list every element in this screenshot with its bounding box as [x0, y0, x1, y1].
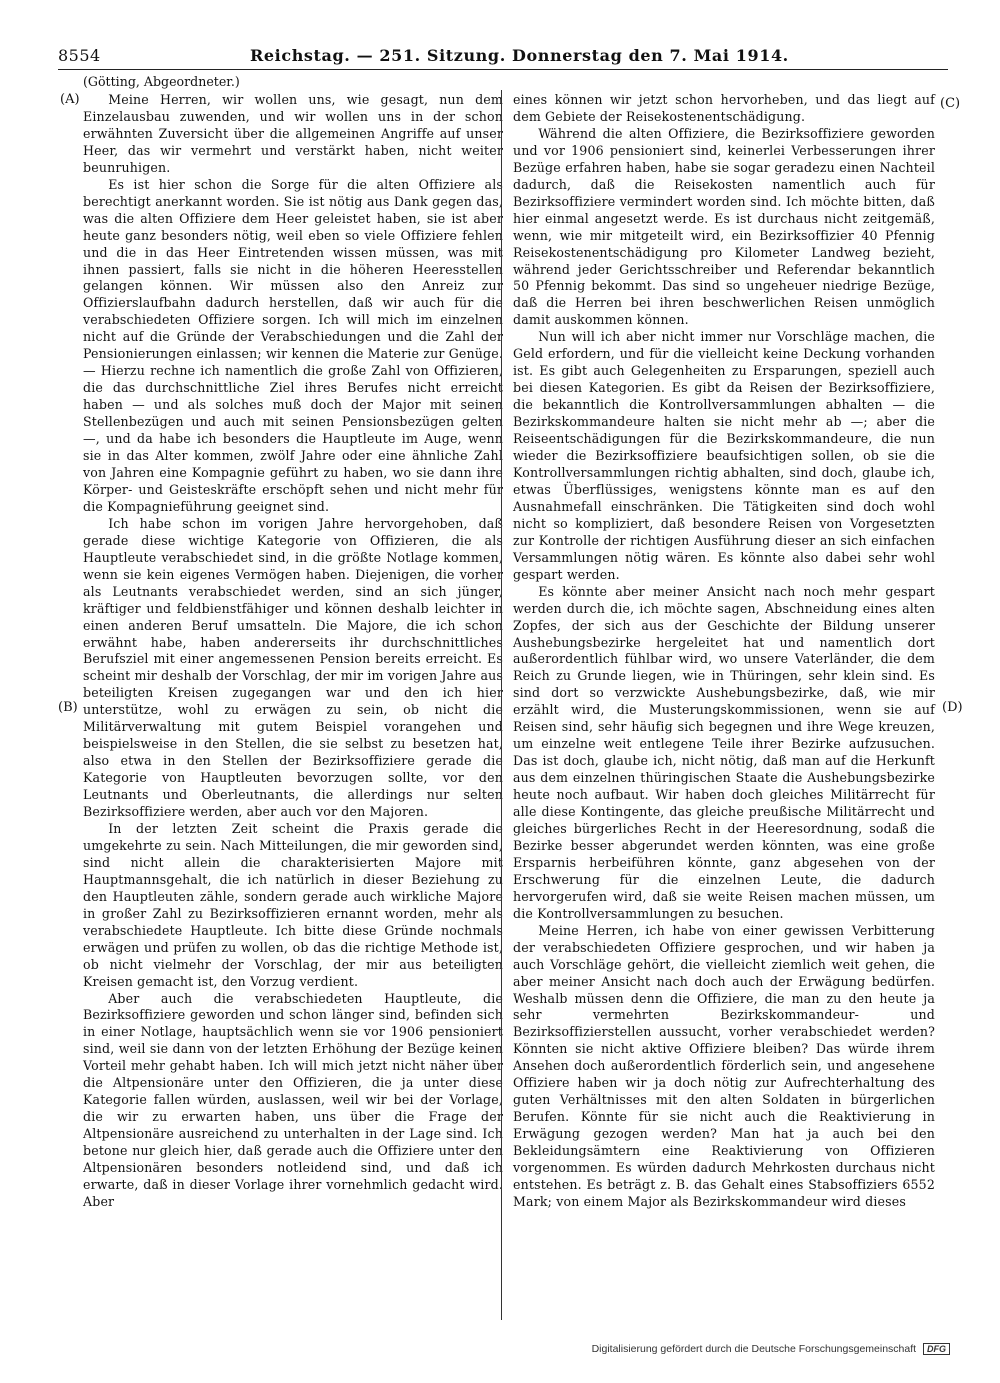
dfg-logo: DFG — [923, 1343, 950, 1355]
header-rule — [58, 69, 948, 70]
right-column — [513, 92, 935, 1211]
column-divider — [501, 90, 502, 1320]
right-paragraph: Meine Herren, ich habe von einer gewissen Verbitterung der verabschiedeten Offiziere gesprochen, und wir haben ja auch Vorschläge gehört, die vielleicht ziemlich weit gehen, die aber meiner Ansicht nach doch auch der Erwägung bedürfen. Weshalb müssen denn die Offiziere, die man zu den heute ja sehr vermehrten Bezirkskommandeur- und Bezirksoffizierstellen aussucht, vorher verabschiedet werden? Könnten sie nicht aktive Offiziere bleiben? Das würde ihrem Ansehen doch außerordentlich förderlich sein, und angesehene Offiziere haben wir ja doch nötig zur Aufrechterhaltung des guten Verhältnisses mit den alten Soldaten in bürgerlichen Berufen. Könnte für sie nicht auch die Reaktivierung in Erwägung gezogen werden? Man hat ja auch bei den Bekleidungsämtern eine Reaktivierung von Offizieren vorgenommen. Es würden dadurch Mehrkosten durchaus nicht entstehen. Es beträgt z. B. das Gehalt eines Stabsoffiziers 6552 Mark; von einem Major als Bezirkskommandeur wird dieses — [513, 922, 935, 1209]
left-paragraph: In der letzten Zeit scheint die Praxis gerade die umgekehrte zu sein. Nach Mitteilungen, die mir geworden sind, sind nicht allein die charakterisierten Majore mit Hauptmannsgehalt, die ich natürlich in dieser Beziehung zu den Hauptleuten zähle, sondern gerade auch wirkliche Majore in großer Zahl zu Bezirksoffizieren ernannt worden, mehr als verabschiedete Hauptleute. Ich bitte diese Gründe nochmals erwägen und prüfen zu wollen, ob das die richtige Methode ist, ob nicht vielmehr der Vorschlag, der mir aus beteiligten Kreisen gemacht ist, den Vorzug verdient. — [83, 820, 503, 989]
margin-marker-d: (D) — [942, 700, 963, 715]
margin-marker-a: (A) — [60, 92, 80, 107]
right-paragraph: eines können wir jetzt schon hervorheben, und das liegt auf dem Gebiete der Reisekostenentschädigung. — [513, 92, 935, 124]
right-paragraph: Nun will ich aber nicht immer nur Vorschläge machen, die Geld erfordern, und für die vielleicht keine Deckung vorhanden ist. Es gibt auch Gelegenheiten zu Ersparungen, speziell auch bei diesen Kategorien. Es gibt da Reisen der Bezirksoffiziere, die bekanntlich die Kontrollversammlungen abhalten — die Bezirkskommandeure halten sie nicht mehr ab —; aber die Reiseentschädigungen für die Bezirkskommandeure, die nun wieder die Bezirksoffiziere beaufsichtigen sollen, ob sie die Kontrollversammlungen richtig abhalten, sind doch, glaube ich, etwas Überflüssiges, wenigstens könnte man es auf den Ausnahmefall einschränken. Die Tätigkeiten sind doch wohl nicht so kompliziert, daß besondere Reisen von Vorgesetzten zur Kontrolle der richtigen Ausführung dieser an sich einfachen Versammlungen nötig wären. Es könnte also dabei sehr wohl gespart werden. — [513, 329, 935, 582]
left-paragraph: Meine Herren, wir wollen uns, wie gesagt, nun dem Einzelausbau zuwenden, und wir wollen uns in der schon erwähnten Zuversicht über die allgemeinen Angriffe auf unser Heer, das wir vermehrt und verstärkt haben, nicht weiter beunruhigen. — [83, 92, 503, 175]
left-paragraph: Ich habe schon im vorigen Jahre hervorgehoben, daß gerade diese wichtige Kategorie von Offizieren, die als Hauptleute verabschiedet sind, in die größte Notlage kommen, wenn sie kein eigenes Vermögen haben. Diejenigen, die vorher als Leutnants verabschiedet werden, sind an sich jünger, kräftiger und feldbienstfähiger und können deshalb leichter in einen anderen Beruf umsatteln. Die Majore, die ich schon erwähnt habe, haben andererseits ihr durchschnittliches Berufsziel mit einer angemessenen Pension bereits erreicht. Es scheint mir deshalb der Vorschlag, der mir im vorigen Jahre aus beteiligten Kreisen zugegangen war und den ich hier unterstütze, wohl zu erwägen zu sein, ob nicht die Militärverwaltung mit gutem Beispiel vorangehen und beispielsweise in den Stellen, die sie selbst zu besetzen hat, also etwa in den Stellen der Bezirksoffiziere gerade die Kategorie von Hauptleuten bevorzugen sollte, vor den Leutnants und Oberleutnants, die allerdings nur selten Bezirksoffiziere werden, aber auch vor den Majoren. — [83, 515, 503, 820]
speaker-label: (Götting, Abgeordneter.) — [83, 74, 240, 89]
right-paragraph: Es könnte aber meiner Ansicht nach noch mehr gespart werden durch die, ich möchte sagen, Abschneidung eines alten Zopfes, der sich aus der Geschichte der Bildung unserer Aushebungsbezirke hergeleitet hat und namentlich dort außerordentlich fühlbar wird, wo unsere Vaterländer, die dem Reich zu Grunde liegen, wie in Thüringen, sehr klein sind. Es sind dort so verzwickte Aushebungsbezirke, daß, wie mir erzählt wird, die Musterungskommissionen, wenn sie auf Reisen sind, sehr häufig sich begegnen und ihre Wege kreuzen, um einzelne weit entlegene Teile ihrer Bezirke aufzusuchen. Das ist doch, glaube ich, nicht nötig, daß man auf die Herkunft aus dem einzelnen thüringischen Staate die Aushebungsbezirke heute noch aufbaut. Wir haben doch gleiches Militärrecht für alle diese Kontingente, das gleiche preußische Militärrecht und gleiches bürgerliches Recht in der Heeresordnung, sodaß die Bezirke besser abgerundet werden könnten, was eine große Ersparnis herbeiführen könnte, ganz abgesehen von der Erschwerung für die einzelnen Leute, die dadurch hervorgerufen wird, daß sie weite Reisen machen müssen, um die Kontrollversammlungen zu besuchen. — [513, 583, 935, 921]
page-header — [58, 44, 948, 70]
left-column — [83, 92, 503, 1211]
margin-marker-b: (B) — [58, 700, 78, 715]
right-paragraph: Während die alten Offiziere, die Bezirksoffiziere geworden und vor 1906 pensioniert sind, keinerlei Verbesserungen ihrer Bezüge erfahren haben, habe sie sogar geradezu einen Nachteil dadurch, daß die Reisekosten namentlich auch für Bezirksoffiziere vermindert worden sind. Ich möchte bitten, daß hier einmal angesetzt werde. Es ist durchaus nicht zeitgemäß, wenn, wie mir mitgeteilt wird, ein Bezirksoffizier 40 Pfennig Reisekostenentschädigung pro Kilometer Landweg bezieht, während jeder Gerichtsschreiber und Referendar bekanntlich 50 Pfennig bekommt. Das sind so ungeheuer niedrige Bezüge, daß die Herren bei ihren beschwerlichen Reisen unmöglich damit auskommen können. — [513, 125, 935, 328]
margin-marker-c: (C) — [940, 96, 961, 111]
footer-credit — [592, 1343, 950, 1355]
left-paragraph: Es ist hier schon die Sorge für die alten Offiziere als berechtigt anerkannt worden. Sie ist nötig aus Dank gegen das, was die alten Offiziere dem Heer geleistet haben, sie ist aber heute ganz besonders nötig, weil eben so viele Offiziere fehlen und die in das Heer Eintretenden wissen müssen, was mit ihnen passiert, falls sie nicht in die höheren Heeresstellen gelangen können. Wir müssen also den Anreiz zur Offizierslaufbahn dadurch herstellen, daß wir auch für die verabschiedeten Offiziere sorgen. Ich will mich im einzelnen nicht auf die Gründe der Verabschiedungen und die Zahl der Pensionierungen einlassen; wir kennen die Materie zur Genüge. — Hierzu rechne ich namentlich die große Zahl von Offizieren, die das durchschnittliche Ziel ihres Berufes nicht erreicht haben — und als solches muß doch der Major mit seinen Stellenbezügen und auch mit seinen Pensionsbezügen gelten —, und da habe ich besonders die Hauptleute im Auge, wenn sie in das Alter kommen, zwölf Jahre oder eine ähnliche Zahl von Jahren eine Kompagnie geführt zu haben, wo sie dann ihre Körper- und Geisteskräfte erschöpft sehen und nicht mehr für die Kompagnieführung geeignet sind. — [83, 176, 503, 514]
running-head: Reichstag. — 251. Sitzung. Donnerstag den 7. Mai 1914. — [250, 46, 789, 65]
left-paragraph: Aber auch die verabschiedeten Hauptleute, die Bezirksoffiziere geworden und schon länger sind, befinden sich in einer Notlage, hauptsächlich wenn sie vor 1906 pensioniert sind, weil sie dann von der letzten Erhöhung der Bezüge keinen Vorteil mehr gehabt haben. Ich will mich jetzt nicht näher über die Altpensionäre unter den Offizieren, die ja unter diese Kategorie fallen würden, auslassen, weil wir bei der Vorlage, die wir zu erwarten haben, uns über die Frage der Altpensionäre ausreichend zu unterhalten in der Lage sind. Ich betone nur gleich hier, daß gerade auch die Offiziere unter den Altpensionären besonders notleidend sind, und daß ich erwarte, daß in dieser Vorlage ihrer vornehmlich gedacht wird. Aber — [83, 990, 503, 1209]
footer-text: Digitalisierung gefördert durch die Deutsche Forschungsgemeinschaft — [591, 1343, 917, 1355]
page-number: 8554 — [58, 46, 101, 65]
